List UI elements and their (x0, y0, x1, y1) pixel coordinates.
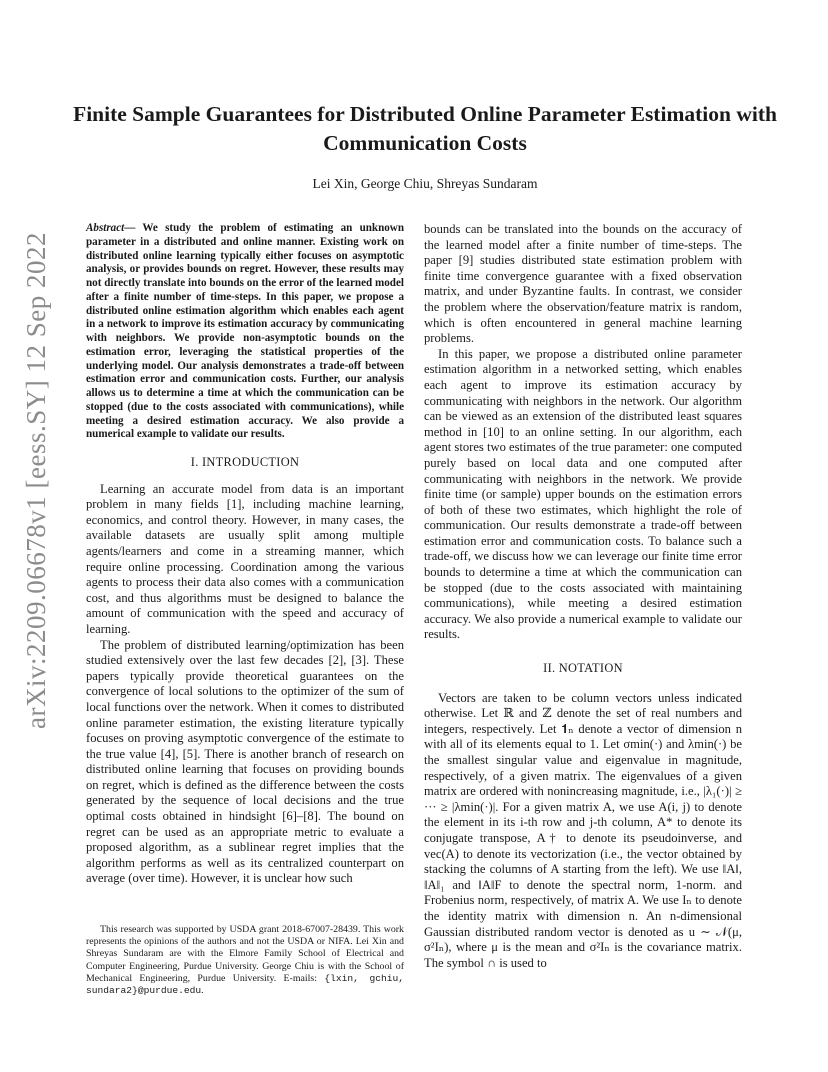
arxiv-identifier-stamp (10, 231, 62, 729)
right-paragraph-1: bounds can be translated into the bounds on the accuracy of the learned model after a finite number of time-steps. The paper [9] studies distributed state estimation problem with finite time convergence guarantee with a fixed observation matrix, and under Byzantine faults. In contrast, we consider the problem where the observation/feature matrix is random, which is often encountered in general machine learning problems. (424, 222, 742, 346)
paper-authors: Lei Xin, George Chiu, Shreyas Sundaram (312, 176, 538, 191)
abstract (86, 222, 404, 442)
footnote (86, 924, 404, 997)
footnote-text: This research was supported by USDA grant 2018-67007-28439. This work represents the opinions of the authors and not the USDA or NIFA. Lei Xin and Shreyas Sundaram are with the Elmore Family School of Electrical and Computer Engineering, Purdue University. George Chiu is with the School of Mechanical Engineering, Purdue University. E-mails: (86, 924, 404, 984)
abstract-text: — We study the problem of estimating an unknown parameter in a distributed and online manner. Existing work on distributed online learning typically either focuses on asymptotic analysis, or provides bounds on regret. However, these results may not directly translate into bounds on the error of the learned model after a finite number of time-steps. In this paper, we propose a distributed online estimation algorithm which enables each agent in a network to improve its estimation accuracy by communicating with neighbors. We provide non-asymptotic bounds on the estimation error, leveraging the statistical properties of the underlying model. Our analysis demonstrates a trade-off between estimation error and communication costs. Further, our analysis allows us to determine a time at which the communication can be stopped (due to the costs associated with communications), while meeting a desired estimation accuracy. We also provide a numerical example to validate our results. (86, 222, 404, 441)
footnote-emails: {lxin, gchiu, sundara2}@purdue.edu (86, 972, 404, 997)
left-column (86, 222, 404, 887)
intro-paragraph-2: The problem of distributed learning/optimization has been studied extensively over the last few decades [2], [3]. These papers typically provide theoretical guarantees on the convergence of local solutions to the optimizer of the sum of local functions over the network. When it comes to distributed online parameter estimation, the existing literature typically focuses on proving asymptotic convergence of the estimate to the true value [4], [5]. There is another branch of research on distributed online learning that focuses on providing bounds on regret, which is defined as the difference between the costs generated by the sequence of local decisions and the true optimal costs obtained in hindsight [6]–[8]. The bound on regret can be used as an appropriate metric to evaluate a proposed algorithm, as a sublinear regret implies that the algorithm performs as well as its centralized counterpart on average (over time). However, it is unclear how such (86, 637, 404, 886)
notation-paragraph-1: Vectors are taken to be column vectors unless indicated otherwise. Let ℝ and ℤ denote the set of real numbers and integers, respectively. Let 𝟏ₙ denote a vector of dimension n with all of its elements equal to 1. Let σmin(·) and λmin(·) be the smallest singular value and eigenvalue in magnitude, respectively, of a given matrix. The eigenvalues of a given matrix are ordered with nonincreasing magnitude, i.e., |λ₁(·)| ≥ ··· ≥ |λmin(·)|. For a given matrix A, we use A(i, j) to denote the element in its i-th row and j-th column, A* to denote its conjugate transpose, A† to denote its pseudoinverse, and vec(A) to denote its vectorization (i.e., the vector obtained by stacking the columns of A starting from the left). We use ‖A‖, ‖A‖₁ and ‖A‖F to denote the spectral norm, 1-norm. and Frobenius norm, respectively, of matrix A. We use Iₙ to denote the identity matrix with dimension n. An n-dimensional Gaussian distributed random vector is denoted as u ∼ 𝒩(μ, σ²Iₙ), where μ is the mean and σ²Iₙ is the covariance matrix. The symbol ∩ is used to (424, 690, 742, 970)
section-heading-introduction: I. INTRODUCTION (190, 455, 300, 469)
arxiv-identifier-text: arXiv:2209.06678v1 [eess.SY] 12 Sep 2022 (20, 231, 51, 729)
right-column (424, 222, 742, 971)
footnote-end: . (201, 985, 204, 997)
intro-paragraph-1: Learning an accurate model from data is an important problem in many fields [1], including machine learning, economics, and control theory. However, in many cases, the available datasets are usually split among multiple agents/learners and come in a streaming manner, which require online processing. Coordination among the various agents to process their data also comes with a communication cost, and thus algorithms must be designed to balance the amount of communication with the speed and accuracy of learning. (86, 481, 404, 636)
paper-title: Finite Sample Guarantees for Distributed Online Parameter Estimation with Communication Costs (73, 102, 777, 155)
abstract-label: Abstract (86, 222, 125, 234)
right-paragraph-2: In this paper, we propose a distributed online parameter estimation algorithm in a networked setting, which enables each agent to improve its estimation accuracy by communicating with neighbors in the network. Our algorithm can be viewed as an extension of the distributed least squares method in [10] to an online setting. In our algorithm, each agent stores two estimates of the true parameter: one computed purely based on local data and one computed after communicating with neighbors in the network. We provide finite time (or sample) upper bounds on the estimation errors of both of these two estimates, which highlight the role of communication. Our results demonstrate a trade-off between estimation error and communication costs. To balance such a trade-off, we discuss how we can leverage our finite time error bounds to determine a time at which the communication can be stopped (due to the costs associated with maintaining communications), while meeting a desired estimation accuracy. We also provide a numerical example to validate our results. (424, 346, 742, 642)
section-heading-notation: II. NOTATION (543, 661, 623, 676)
